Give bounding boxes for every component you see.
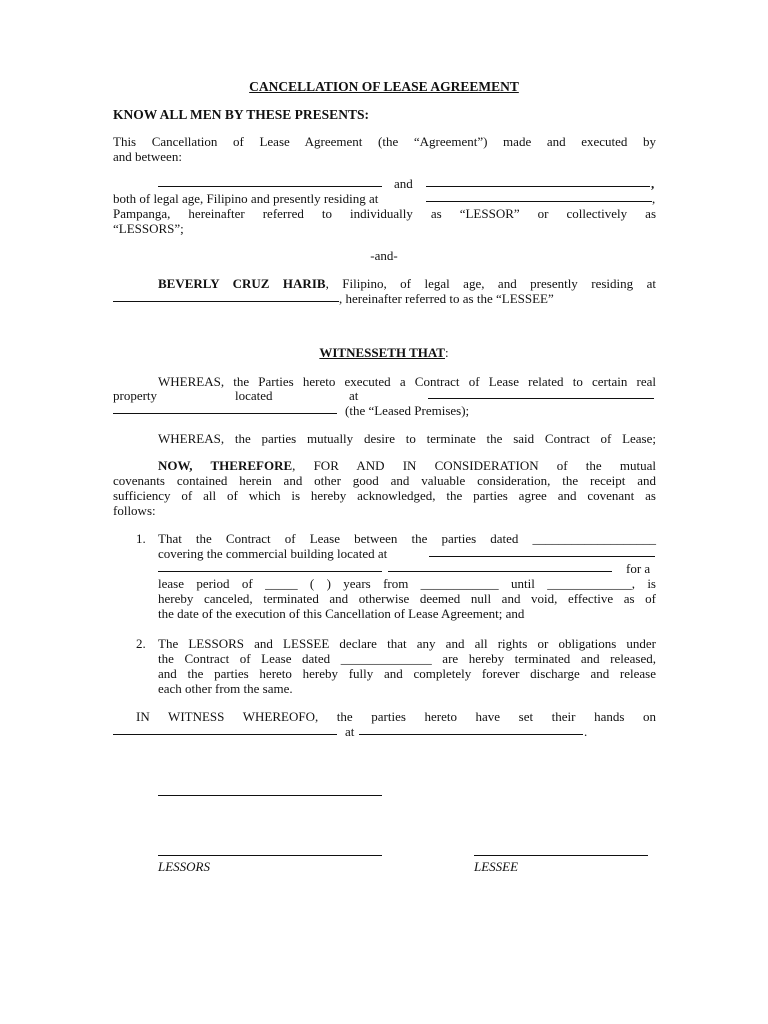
- lessee-line-1-text: , Filipino, of legal age, and presently residing at: [325, 276, 656, 291]
- building-blank-3[interactable]: [388, 559, 612, 572]
- now-line-2: covenants contained herein and other good and valuable consideration, the receipt and: [113, 473, 656, 488]
- intro-line-1: This Cancellation of Lease Agreement (the “Agreement”) made and executed by: [113, 134, 656, 149]
- parties-and: and: [394, 176, 413, 191]
- whereas-2: WHEREAS, the parties mutually desire to terminate the said Contract of Lease;: [158, 431, 656, 446]
- witnesseth-heading: [0, 345, 768, 360]
- item-2-number: 2.: [136, 636, 146, 651]
- item-2-line-2: the Contract of Lease dated ______________ are hereby terminated and released,: [158, 651, 656, 666]
- now-line-1: [158, 458, 656, 473]
- whereas-1-line-3: (the “Leased Premises);: [345, 403, 470, 418]
- lessee-signature-line[interactable]: [474, 843, 648, 856]
- item-1-line-1: That the Contract of Lease between the parties dated ___________________: [158, 531, 656, 546]
- item-2-line-1: The LESSORS and LESSEE declare that any and all rights or obligations under: [158, 636, 656, 651]
- and-separator: -and-: [370, 248, 398, 263]
- premises-blank-1[interactable]: [428, 386, 654, 399]
- whereas-1-located: located: [235, 388, 273, 403]
- know-all-heading: KNOW ALL MEN BY THESE PRESENTS:: [113, 107, 369, 122]
- lessee-address-blank[interactable]: [113, 289, 339, 302]
- parties-comma: ,: [651, 176, 655, 191]
- lessor-signature-line-2[interactable]: [158, 843, 382, 856]
- lessors-label: LESSORS: [158, 859, 210, 874]
- now-line-4: follows:: [113, 503, 156, 518]
- item-1-line-4: lease period of _____ ( ) years from ____________ until _____________, is: [158, 576, 656, 591]
- lessor-line-3: “LESSORS”;: [113, 221, 184, 236]
- lessor-signature-line-1[interactable]: [158, 783, 382, 796]
- now-line-3: sufficiency of all of which is hereby acknowledged, the parties agree and covenant as: [113, 488, 656, 503]
- item-1-line-3: for a: [626, 561, 651, 576]
- building-blank-2[interactable]: [158, 559, 382, 572]
- lessor-line-2: Pampanga, hereinafter referred to individually as “LESSOR” or collectively as: [113, 206, 656, 221]
- lessor-address-blank[interactable]: [426, 189, 652, 202]
- witnesseth-colon: :: [444, 345, 449, 360]
- witnesseth-text: WITNESSETH THAT: [319, 345, 445, 360]
- intro-line-2: and between:: [113, 149, 182, 164]
- lessee-label: LESSEE: [474, 859, 519, 874]
- witness-at: at: [345, 724, 355, 739]
- lessee-line-2: , hereinafter referred to as the “LESSEE”: [339, 291, 554, 306]
- whereas-1-line-1: WHEREAS, the Parties hereto executed a Contract of Lease related to certain real: [158, 374, 656, 389]
- now-line-1-text: , FOR AND IN CONSIDERATION of the mutual: [292, 458, 656, 473]
- witness-place-blank[interactable]: [359, 722, 583, 735]
- lessor-name-blank-1[interactable]: [158, 174, 382, 187]
- lessee-name: BEVERLY CRUZ HARIB: [158, 276, 326, 291]
- item-1-line-6: the date of the execution of this Cancellation of Lease Agreement; and: [158, 606, 525, 621]
- item-1-line-5: hereby canceled, terminated and otherwise deemed null and void, effective as of: [158, 591, 656, 606]
- item-2-line-3: and the parties hereto hereby fully and completely forever discharge and release: [158, 666, 656, 681]
- witness-line-1: IN WITNESS WHEREOFO, the parties hereto have set their hands on: [136, 709, 656, 724]
- item-1-line-2: covering the commercial building located at: [158, 546, 388, 561]
- whereas-1-property: property: [113, 388, 158, 403]
- now-therefore: NOW, THEREFORE: [158, 458, 293, 473]
- premises-blank-2[interactable]: [113, 401, 337, 414]
- lessor-line-1-comma: ,: [652, 191, 656, 206]
- document-title: CANCELLATION OF LEASE AGREEMENT: [249, 79, 519, 94]
- building-blank-1[interactable]: [429, 544, 655, 557]
- item-1-number: 1.: [136, 531, 146, 546]
- witness-period: .: [584, 724, 588, 739]
- item-2-line-4: each other from the same.: [158, 681, 293, 696]
- lessor-name-blank-2[interactable]: [426, 174, 650, 187]
- whereas-1-at: at: [349, 388, 359, 403]
- witness-date-blank[interactable]: [113, 722, 337, 735]
- lessor-line-1: both of legal age, Filipino and presently residing at: [113, 191, 379, 206]
